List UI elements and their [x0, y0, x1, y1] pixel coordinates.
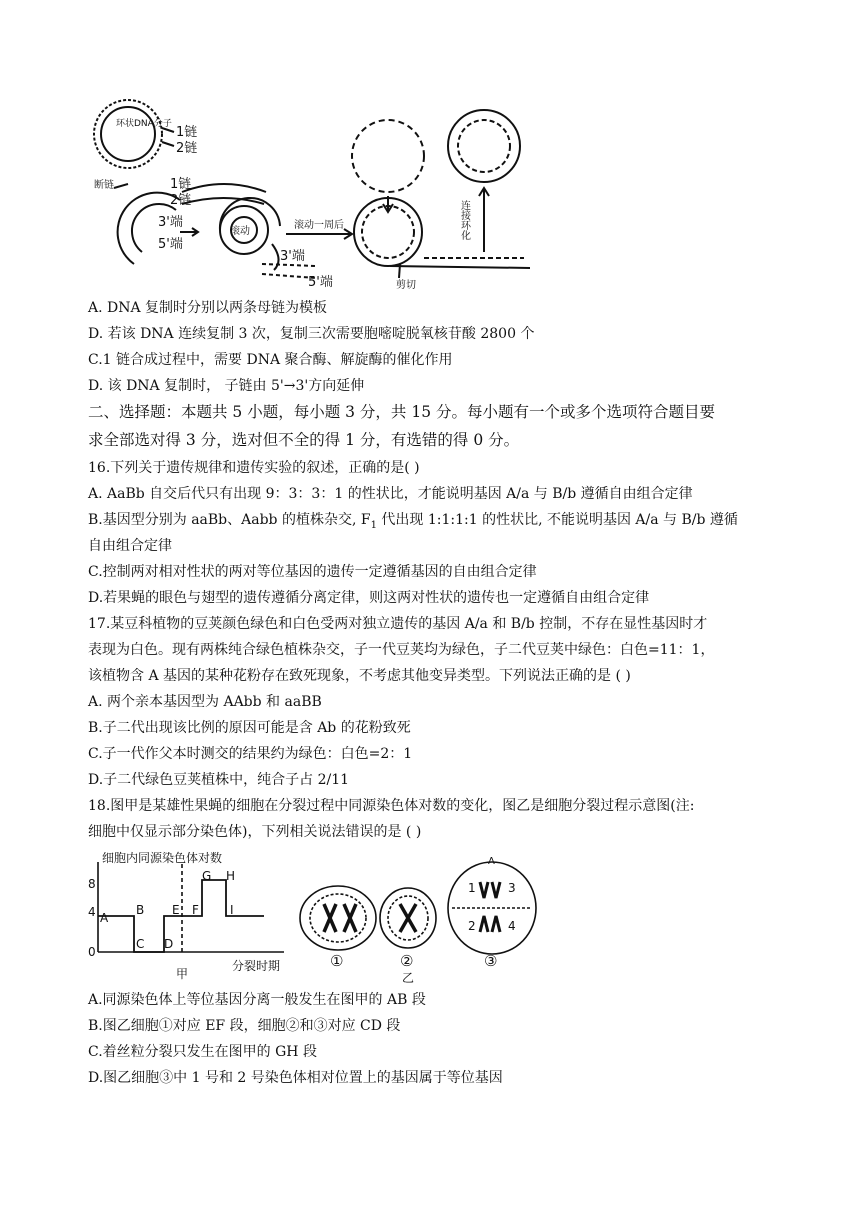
q16-option-b: [88, 510, 738, 536]
left-strand2-label: 2链: [170, 193, 192, 208]
q16-stem: 16.下列关于遗传规律和遗传实验的叙述，正确的是( ): [88, 460, 420, 476]
chromosome-1a: [324, 904, 336, 932]
q17-option-c: C.子一代作父本时测交的结果约为绿色：白色=2：1: [88, 746, 413, 762]
cut-label: 剪切: [396, 280, 416, 291]
q17-stem-3: 该植物含 A 基因的某种花粉存在致死现象，不考虑其他变异类型。下列说法正确的是 ( ): [88, 668, 631, 684]
q18-option-a: A.同源染色体上等位基因分离一般发生在图甲的 AB 段: [88, 992, 426, 1008]
cell-label-3: ③: [484, 952, 498, 970]
q16-option-d: D.若果蝇的眼色与翅型的遗传遵循分离定律，则这两对性状的遗传也一定遵循自由组合定律: [88, 590, 650, 606]
chromosome-2: [400, 904, 416, 932]
figure-yi-caption: 乙: [402, 971, 415, 985]
y-axis-label: 细胞内同源染色体对数: [102, 851, 223, 865]
cell-3-num-2: 2: [468, 919, 476, 933]
end3-b-label: 3'端: [280, 249, 305, 264]
cell-label-1: ①: [330, 952, 344, 970]
section2-line2: 求全部选对得 3 分，选对但不全的得 1 分，有选错的得 0 分。: [88, 431, 520, 449]
ring-label: 环状DNA分子: [116, 119, 172, 129]
cyclize-label: 连接环化: [458, 200, 470, 240]
seg-label-d: D: [164, 937, 174, 951]
q15-option-a: A. DNA 复制时分别以两条母链为模板: [88, 300, 328, 316]
step-line: [98, 880, 264, 952]
cell-label-2: ②: [400, 952, 414, 970]
nick-label: 断链: [94, 180, 114, 191]
q16-option-b-cont: 自由组合定律: [88, 538, 172, 554]
chromosome-3-bottom: [480, 916, 500, 932]
end5-b-label: 5'端: [308, 275, 333, 290]
q17-option-a: A. 两个亲本基因型为 AAbb 和 aaBB: [88, 694, 322, 710]
cell-3-num-4: 4: [508, 919, 516, 933]
rolling-label: 滚动: [230, 226, 250, 237]
end5-label: 5'端: [158, 237, 183, 252]
q15-option-c: C.1 链合成过程中，需要 DNA 聚合酶、解旋酶的催化作用: [88, 352, 453, 368]
seg-label-c: C: [136, 937, 145, 951]
x-axis-label: 分裂时期: [232, 959, 281, 973]
seg-label-f: F: [192, 903, 199, 917]
strand1-label: 1链: [176, 125, 198, 140]
y-tick-4: 4: [88, 905, 96, 919]
q18-stem-1: 18.图甲是某雄性果蝇的细胞在分裂过程中同源染色体对数的变化，图乙是细胞分裂过程示意图(注:: [88, 798, 695, 814]
chart-jia: [84, 848, 296, 982]
seg-label-h: H: [226, 869, 236, 883]
figure-yi: [296, 852, 550, 986]
seg-label-b: B: [136, 903, 145, 917]
cell-1-outline: [300, 886, 376, 950]
chromosome-3-top: [480, 882, 500, 898]
q16-option-c: C.控制两对相对性状的两对等位基因的遗传一定遵循基因的自由组合定律: [88, 564, 537, 580]
q17-stem-2: 表现为白色。现有两株纯合绿色植株杂交，子一代豆荚均为绿色，子二代豆荚中绿色：白色=11：1，: [88, 642, 715, 658]
q15-option-d: D. 该 DNA 复制时， 子链由 5'→3'方向延伸: [88, 378, 365, 394]
q15-option-b: D. 若该 DNA 连续复制 3 次，复制三次需要胞嘧啶脱氧核苷酸 2800 个: [88, 326, 535, 342]
q17-option-b: B.子二代出现该比例的原因可能是含 Ab 的花粉致死: [88, 720, 411, 736]
q18-stem-2: 细胞中仅显示部分染色体)，下列相关说法错误的是 ( ): [88, 824, 422, 840]
chart-caption: 甲: [176, 967, 189, 981]
q17-option-d: D.子二代绿色豆荚植株中，纯合子占 2/11: [88, 772, 350, 788]
seg-label-g: G: [202, 869, 212, 883]
q16-option-b-text1: B.基因型分别为 aaBb、Aabb 的植株杂交, F: [88, 512, 371, 528]
q18-option-c: C.着丝粒分裂只发生在图甲的 GH 段: [88, 1044, 317, 1060]
q17-stem-1: 17.某豆科植物的豆荚颜色绿色和白色受两对独立遗传的基因 A/a 和 B/b 控制，不存在显性基因时才: [88, 616, 708, 632]
seg-label-i: I: [230, 903, 234, 917]
section2-line1: 二、选择题：本题共 5 小题，每小题 3 分，共 15 分。每小题有一个或多个选项符合题目要: [88, 403, 716, 421]
end3-label: 3'端: [158, 215, 183, 230]
y-tick-0: 0: [88, 945, 96, 959]
y-tick-8: 8: [88, 877, 96, 891]
cell-3-num-3: 3: [508, 881, 516, 895]
seg-label-a: A: [100, 911, 109, 925]
seg-label-e: E: [172, 903, 180, 917]
cell-3-pole: A: [488, 856, 495, 867]
q16-option-b-text2: 代出现 1:1:1:1 的性状比, 不能说明基因 A/a 与 B/b 遵循: [376, 512, 738, 528]
q16-option-b-sub: 1: [370, 519, 377, 531]
left-strand1-label: 1链: [170, 177, 192, 192]
q16-option-a: A. AaBb 自交后代只有出现 9：3：3：1 的性状比，才能说明基因 A/a 与 B/b 遵循自由组合定律: [88, 486, 693, 502]
rolling-circle-figure: [84, 92, 544, 292]
after-turn-label: 滚动一周后: [294, 220, 344, 231]
chromosome-1b: [344, 904, 356, 932]
q18-option-d: D.图乙细胞③中 1 号和 2 号染色体相对位置上的基因属于等位基因: [88, 1070, 503, 1086]
cell-3-num-1: 1: [468, 881, 476, 895]
strand2-label: 2链: [176, 141, 198, 156]
q18-option-b: B.图乙细胞①对应 EF 段，细胞②和③对应 CD 段: [88, 1018, 401, 1034]
